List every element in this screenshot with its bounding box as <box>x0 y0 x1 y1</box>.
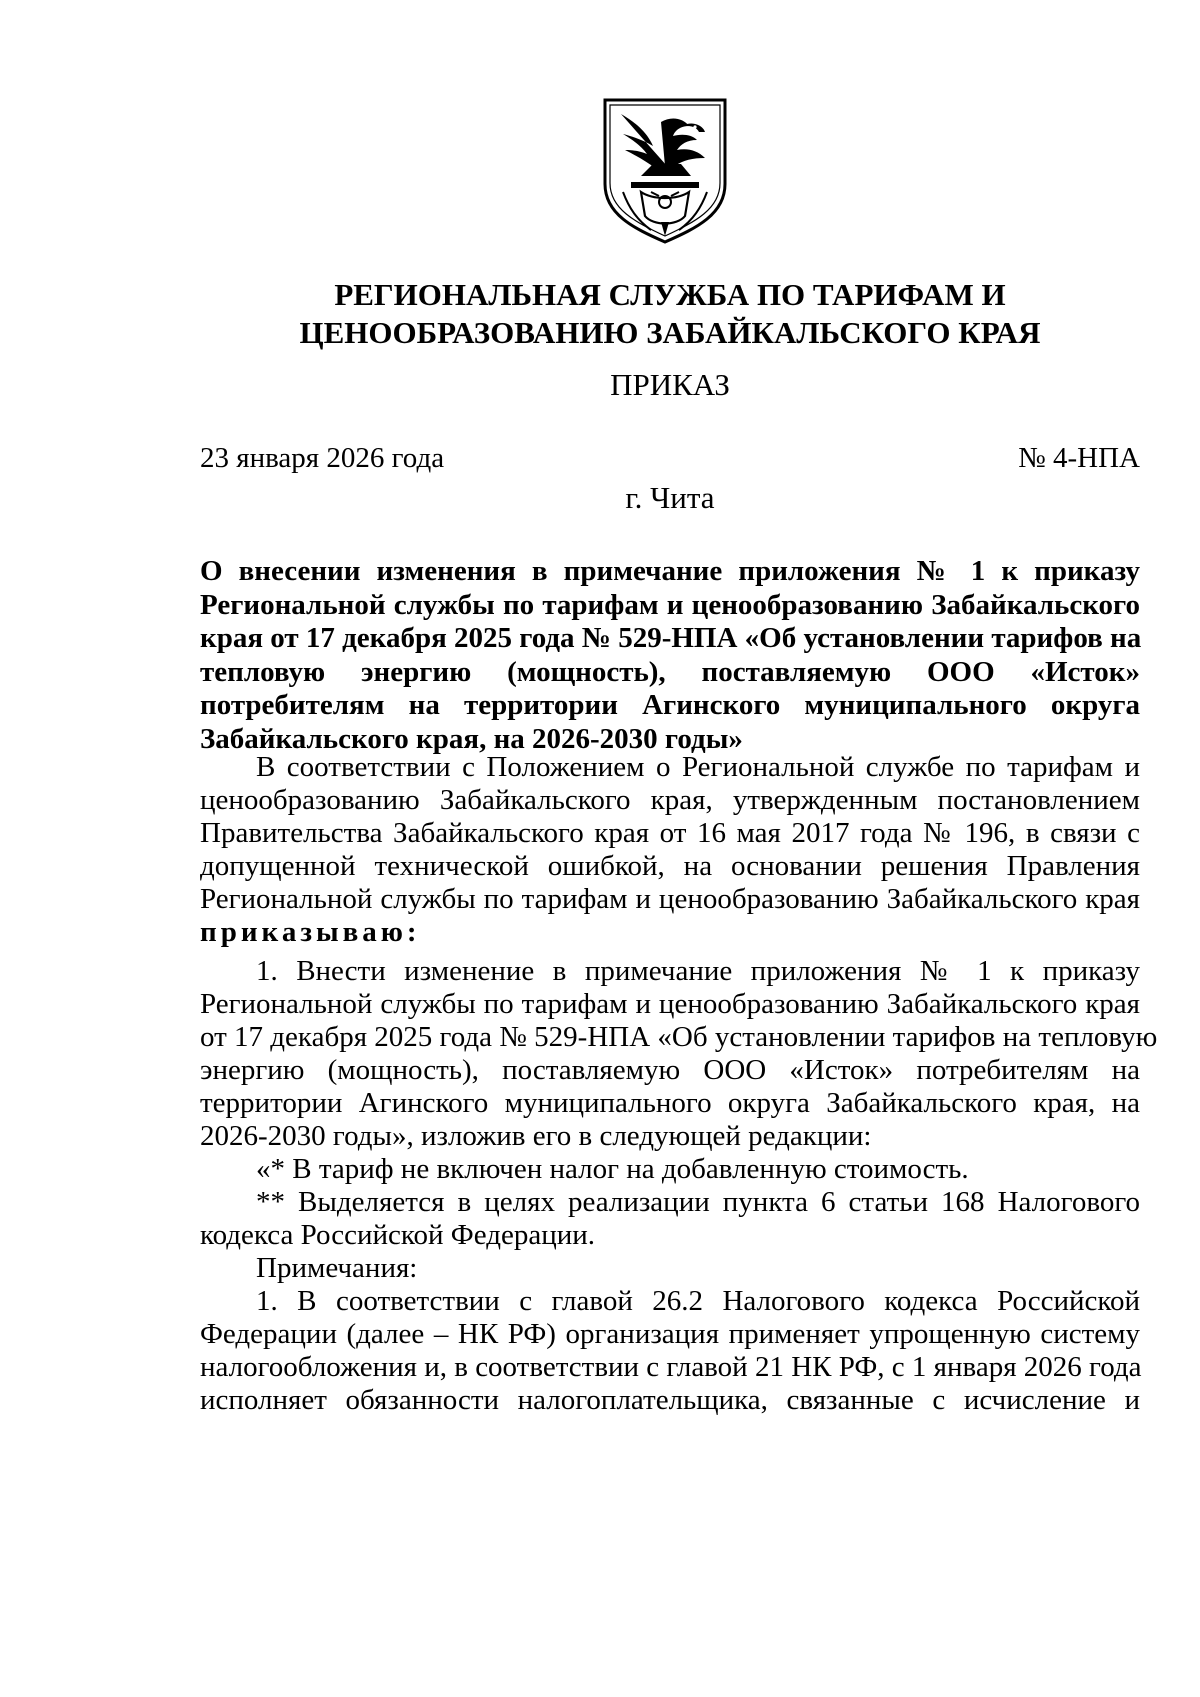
note-1-line: 1. В соответствии с главой 26.2 Налогового кодекса Российской <box>256 1285 1140 1317</box>
preamble-paragraph <box>200 751 1140 949</box>
order-word: приказываю: <box>200 916 421 948</box>
organization-title-line-2: ЦЕНООБРАЗОВАНИЮ ЗАБАЙКАЛЬСКОГО КРАЯ <box>299 315 1041 350</box>
order-title-line: Забайкальского края, на 2026-2030 годы» <box>200 722 743 755</box>
preamble-line: Региональной службы по тарифам и ценообразованию Забайкальского края <box>200 883 1140 915</box>
footnote-2-line: кодекса Российской Федерации. <box>200 1219 595 1251</box>
organization-title-line-1: РЕГИОНАЛЬНАЯ СЛУЖБА ПО ТАРИФАМ И <box>334 277 1006 312</box>
item-1-line: территории Агинского муниципального округа Забайкальского края, на <box>200 1087 1140 1119</box>
preamble-line: В соответствии с Положением о Региональной службе по тарифам и <box>256 751 1140 783</box>
document-city: г. Чита <box>625 480 715 515</box>
item-1-paragraph <box>200 955 1158 1417</box>
item-1-line: 2026-2030 годы», изложив его в следующей редакции: <box>200 1120 872 1152</box>
organization-title <box>200 276 1140 352</box>
footnote-1: «* В тариф не включен налог на добавленную стоимость. <box>256 1153 969 1185</box>
notes-heading: Примечания: <box>256 1252 418 1284</box>
order-title-line: края от 17 декабря 2025 года № 529-НПА «Об установлении тарифов на <box>200 622 1142 654</box>
order-title-line: потребителям на территории Агинского муниципального округа <box>200 689 1140 721</box>
document-date: 23 января 2026 года <box>200 442 445 474</box>
coat-of-arms-icon <box>601 96 729 246</box>
item-1-line: 1. Внести изменение в примечание приложения № 1 к приказу <box>256 955 1140 987</box>
preamble-line: допущенной технической ошибкой, на основании решения Правления <box>200 850 1140 882</box>
document-type: ПРИКАЗ <box>610 367 730 402</box>
order-title-line: тепловую энергию (мощность), поставляемую ООО «Исток» <box>200 655 1140 688</box>
item-1-line: от 17 декабря 2025 года № 529-НПА «Об установлении тарифов на тепловую <box>200 1021 1158 1053</box>
preamble-line: ценообразованию Забайкальского края, утвержденным постановлением <box>200 784 1140 816</box>
order-title <box>200 555 1140 756</box>
footnote-2-line: ** Выделяется в целях реализации пункта 6 статьи 168 Налогового <box>256 1186 1140 1218</box>
item-1-line: Региональной службы по тарифам и ценообразованию Забайкальского края <box>200 988 1140 1020</box>
item-1-line: энергию (мощность), поставляемую ООО «Исток» потребителям на <box>200 1054 1140 1086</box>
document-number: № 4-НПА <box>1018 442 1140 474</box>
note-1-line: налогообложения и, в соответствии с главой 21 НК РФ, с 1 января 2026 года <box>200 1351 1142 1383</box>
note-1-line: исполняет обязанности налогоплательщика, связанные с исчисление и <box>200 1384 1140 1416</box>
order-title-line: Региональной службы по тарифам и ценообразованию Забайкальского <box>200 588 1140 621</box>
preamble-line: Правительства Забайкальского края от 16 мая 2017 года № 196, в связи с <box>200 817 1140 849</box>
order-title-line: О внесении изменения в примечание приложения № 1 к приказу <box>200 555 1140 587</box>
note-1-line: Федерации (далее – НК РФ) организация применяет упрощенную систему <box>200 1318 1140 1350</box>
